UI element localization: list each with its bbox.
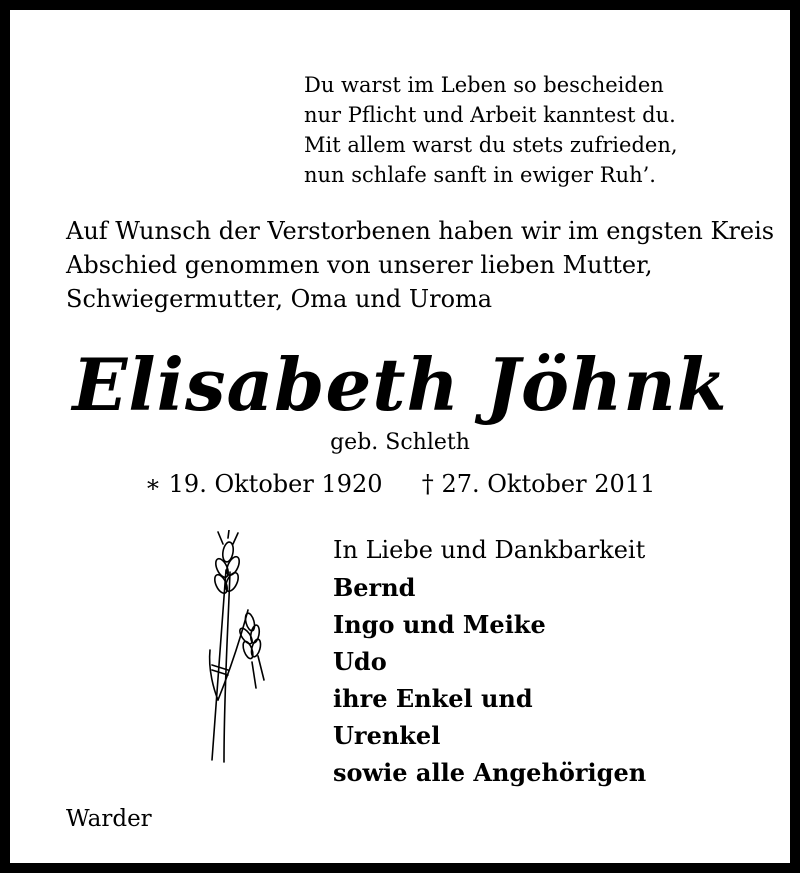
birth-symbol: ∗ — [144, 470, 162, 498]
mourner-name: Udo — [333, 647, 387, 676]
mourners-list — [333, 532, 646, 791]
birth-date: 19. Oktober 1920 — [168, 470, 383, 498]
death-symbol: † — [421, 470, 434, 498]
wheat-ears-icon — [188, 530, 268, 774]
poem-line: Du warst im Leben so bescheiden — [304, 73, 664, 97]
mourner-name: Bernd — [333, 573, 416, 602]
poem-line: nun schlafe sanft in ewiger Ruh’. — [304, 163, 656, 187]
intro-text — [66, 214, 775, 316]
mourners-lead: In Liebe und Dankbarkeit — [333, 536, 646, 564]
deceased-name: Elisabeth Jöhnk — [72, 342, 728, 427]
intro-line: Abschied genommen von unserer lieben Mutter, — [66, 251, 653, 279]
mourner-name: ihre Enkel und — [333, 684, 533, 713]
mourner-name: Urenkel — [333, 721, 441, 750]
life-dates — [10, 470, 790, 498]
mourner-name: Ingo und Meike — [333, 610, 546, 639]
mourner-name: sowie alle Angehörigen — [333, 758, 647, 787]
intro-line: Schwiegermutter, Oma und Uroma — [66, 285, 493, 313]
poem-line: Mit allem warst du stets zufrieden, — [304, 133, 678, 157]
place-name: Warder — [66, 806, 152, 832]
birth-name: geb. Schleth — [330, 430, 470, 455]
death-date: 27. Oktober 2011 — [441, 470, 656, 498]
intro-line: Auf Wunsch der Verstorbenen haben wir im engsten Kreis — [66, 217, 775, 245]
poem-line: nur Pflicht und Arbeit kanntest du. — [304, 103, 676, 127]
poem — [304, 70, 678, 190]
